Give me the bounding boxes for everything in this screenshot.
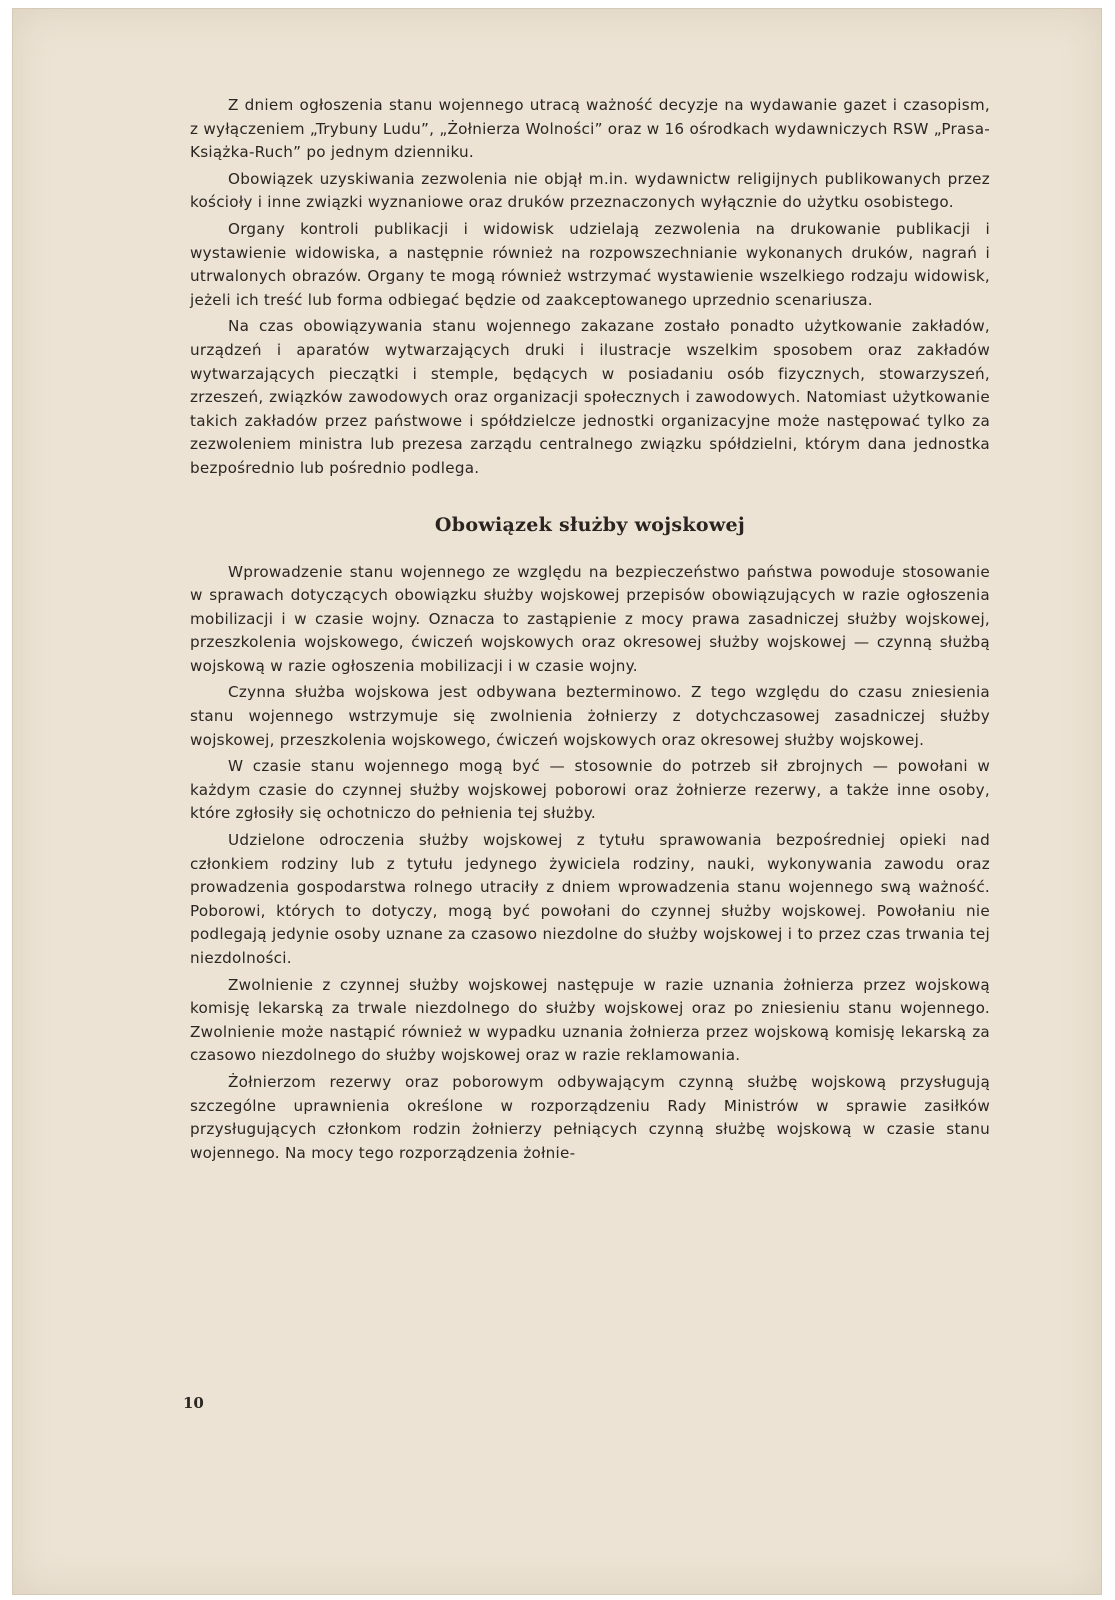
page-content (190, 94, 990, 1168)
paragraph: Czynna służba wojskowa jest odbywana bezterminowo. Z tego względu do czasu zniesienia stanu wojennego wstrzymuje się zwolnienia żołnierzy z dotychczasowej zasadniczej służby wojskowej, przeszkolenia wojskowego, ćwiczeń wojskowych oraz okresowej służby wojskowej. (190, 683, 990, 749)
paragraph: Organy kontroli publikacji i widowisk udzielają zezwolenia na drukowanie publikacji i wystawienie widowiska, a następnie również na rozpowszechnianie wykonanych druków, nagrań i utrwalonych obrazów. Organy te mogą również wstrzymać wystawienie wszelkiego rodzaju widowisk, jeżeli ich treść lub forma odbiegać będzie od zaakceptowanego uprzednio scenariusza. (190, 219, 990, 309)
paragraph: Udzielone odroczenia służby wojskowej z tytułu sprawowania bezpośredniej opieki nad członkiem rodziny lub z tytułu jedynego żywiciela rodziny, nauki, wykonywania zawodu oraz prowadzenia gospodarstwa rolnego utraciły z dniem wprowadzenia stanu wojennego swą ważność. Poborowi, których to dotyczy, mogą być powołani do czynnej służby wojskowej. Powołaniu nie podlegają jedynie osoby uznane za czasowo niezdolne do służby wojskowej i to przez czas trwania tej niezdolności. (190, 831, 990, 967)
paragraph: Zwolnienie z czynnej służby wojskowej następuje w razie uznania żołnierza przez wojskową komisję lekarską za trwale niezdolnego do służby wojskowej oraz po zniesieniu stanu wojennego. Zwolnienie może nastąpić również w wypadku uznania żołnierza przez wojskową komisję lekarską za czasowo niezdolnego do służby wojskowej oraz w razie reklamowania. (190, 975, 990, 1065)
paragraph: W czasie stanu wojennego mogą być — stosownie do potrzeb sił zbrojnych — powołani w każdym czasie do czynnej służby wojskowej poborowi oraz żołnierze rezerwy, a także inne osoby, które zgłosiły się ochotniczo do pełnienia tej służby. (190, 757, 990, 823)
paragraph: Z dniem ogłoszenia stanu wojennego utracą ważność decyzje na wydawanie gazet i czasopism, z wyłączeniem „Trybuny Ludu”, „Żołnierza Wolności” oraz w 16 ośrodkach wydawniczych RSW „Prasa-Książka-Ruch” po jednym dzienniku. (190, 96, 990, 162)
page-number: 10 (183, 1394, 204, 1412)
paragraph: Na czas obowiązywania stanu wojennego zakazane zostało ponadto użytkowanie zakładów, urządzeń i aparatów wytwarzających druki i ilustracje wszelkim sposobem oraz zakładów wytwarzających pieczątki i stemple, będących w posiadaniu osób fizycznych, stowarzyszeń, zrzeszeń, związków zawodowych oraz organizacji społecznych i zawodowych. Natomiast użytkowanie takich zakładów przez państwowe i spółdzielcze jednostki organizacyjne może następować tylko za zezwoleniem ministra lub prezesa zarządu centralnego związku spółdzielni, którym dana jednostka bezpośrednio lub pośrednio podlega. (190, 317, 990, 477)
paragraph: Wprowadzenie stanu wojennego ze względu na bezpieczeństwo państwa powoduje stosowanie w sprawach dotyczących obowiązku służby wojskowej przepisów obowiązujących w razie ogłoszenia mobilizacji i w czasie wojny. Oznacza to zastąpienie z mocy prawa zasadniczej służby wojskowej, przeszkolenia wojskowego, ćwiczeń wojskowych oraz okresowej służby wojskowej — czynną służbą wojskową w razie ogłoszenia mobilizacji i w czasie wojny. (190, 562, 990, 675)
paragraph: Żołnierzom rezerwy oraz poborowym odbywającym czynną służbę wojskową przysługują szczególne uprawnienia określone w rozporządzeniu Rady Ministrów w sprawie zasiłków przysługujących członkom rodzin żołnierzy pełniących czynną służbę wojskową w czasie stanu wojennego. Na mocy tego rozporządzenia żołnie- (190, 1072, 990, 1162)
paragraph: Obowiązek uzyskiwania zezwolenia nie objął m.in. wydawnictw religijnych publikowanych przez kościoły i inne związki wyznaniowe oraz druków przeznaczonych wyłącznie do użytku osobistego. (190, 169, 990, 212)
section-heading: Obowiązek służby wojskowej (434, 513, 746, 536)
